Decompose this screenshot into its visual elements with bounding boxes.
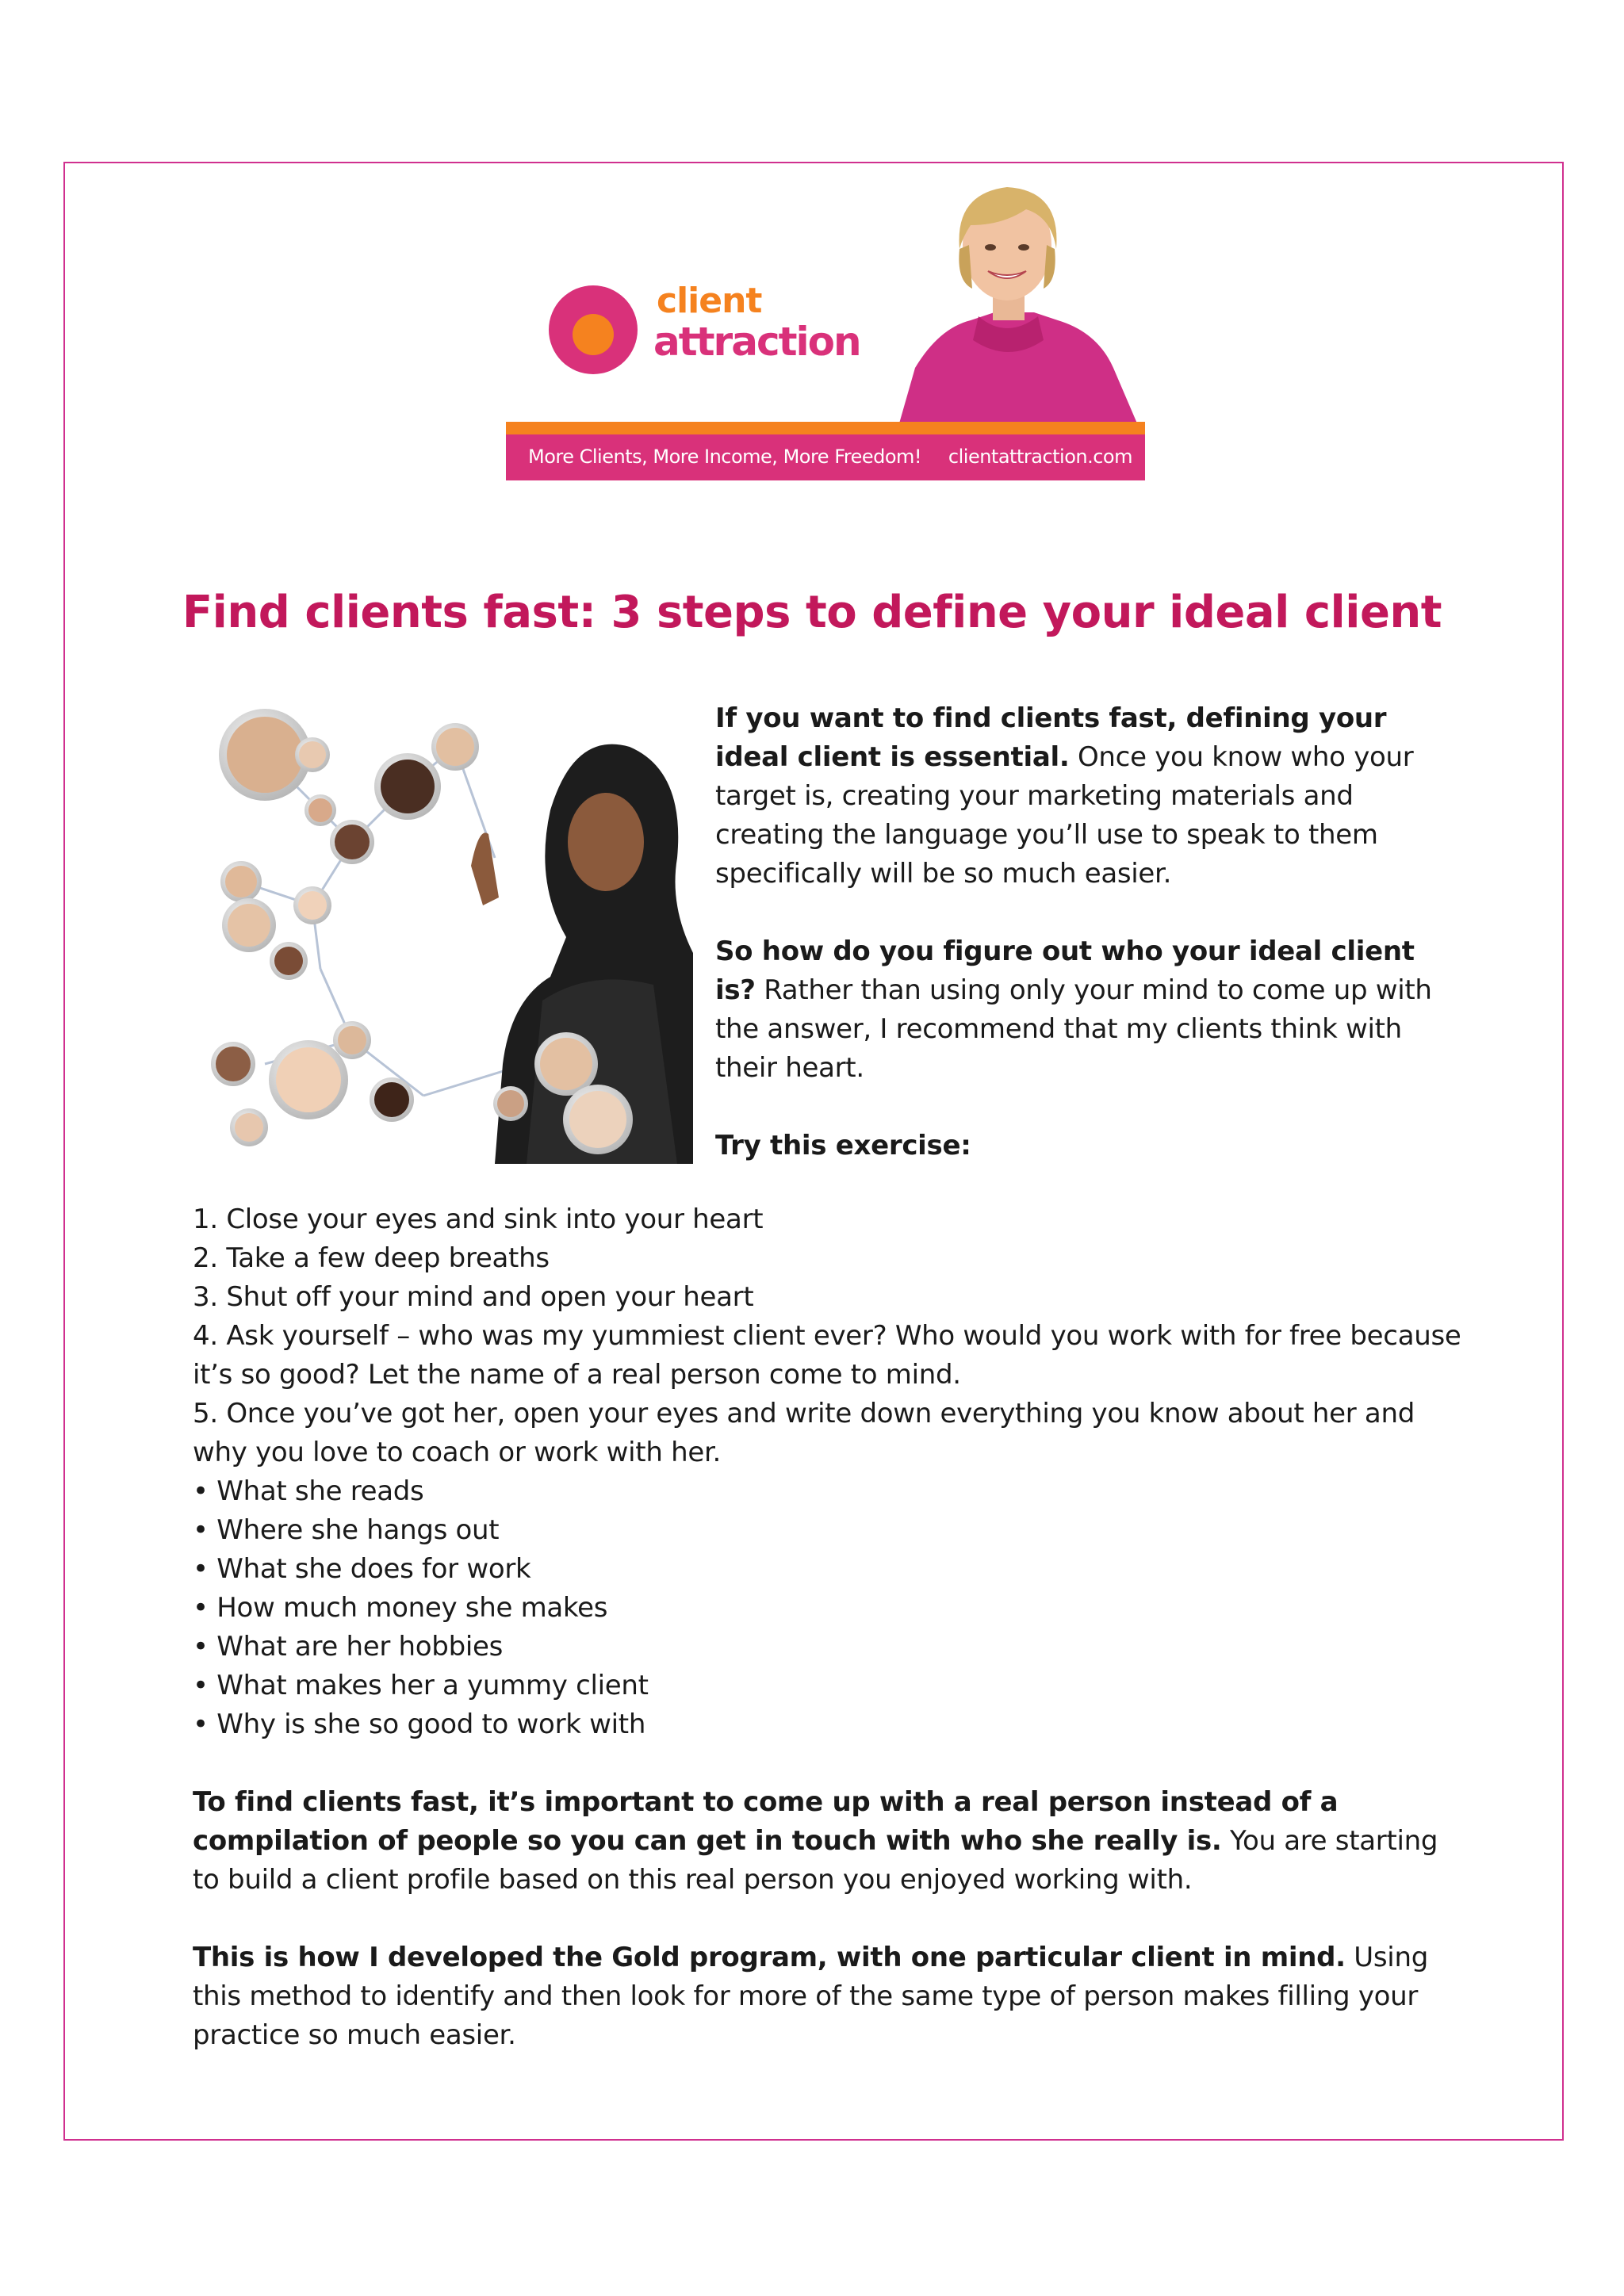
social-network-illustration	[193, 699, 693, 1164]
intro-lead-2: So how do you figure out who your ideal client is?	[715, 936, 1415, 1006]
closing-body-2: Using this method to identify and then look for more of the same type of person makes filling your practice so much easier.	[193, 1942, 1428, 2051]
banner-accent-stripe	[506, 422, 1145, 434]
intro-paragraph-3	[715, 1127, 1461, 1165]
exercise-heading: Try this exercise:	[715, 1130, 971, 1161]
bullet-item: • How much money she makes	[193, 1592, 608, 1624]
intro-body-1: Once you know who your target is, creating your marketing materials and creating the language you’ll use to speak to them specifically will be so much easier.	[715, 741, 1414, 890]
closing-lead-1: To find clients fast, it’s important to come up with a real person instead of a compilation of people so you can get in touch with who she really is.	[193, 1786, 1339, 1857]
logo-word-client: client	[657, 281, 762, 321]
step-item: 2. Take a few deep breaths	[193, 1242, 550, 1274]
steps-list	[193, 1200, 1461, 1472]
closing-paragraph-2	[193, 1938, 1461, 2055]
article-title: Find clients fast: 3 steps to define your ideal client	[182, 587, 1442, 638]
bullet-item: • What are her hobbies	[193, 1631, 504, 1663]
step-item: 3. Shut off your mind and open your heart	[193, 1281, 754, 1313]
logo-word-attraction: attraction	[653, 319, 860, 365]
intro-paragraph-2	[715, 932, 1461, 1088]
step-item: 1. Close your eyes and sink into your heart	[193, 1203, 764, 1235]
header-banner	[506, 170, 1145, 480]
closing-body-1: You are starting to build a client profile based on this real person you enjoyed working with.	[193, 1825, 1438, 1896]
banner-site-url: clientattraction.com	[948, 446, 1132, 468]
main-column	[193, 1200, 1461, 2055]
bullet-item: • Where she hangs out	[193, 1514, 500, 1546]
step-item: 5. Once you’ve got her, open your eyes and write down everything you know about her and why you love to coach or work with her.	[193, 1398, 1415, 1468]
closing-lead-2: This is how I developed the Gold program, with one particular client in mind.	[193, 1942, 1346, 1973]
banner-tagline-bar	[506, 434, 1145, 480]
bullet-list	[193, 1472, 1461, 1744]
logo-mark	[549, 285, 638, 374]
intro-column	[715, 699, 1461, 1165]
bullet-item: • Why is she so good to work with	[193, 1709, 646, 1740]
intro-paragraph-1	[715, 699, 1461, 894]
banner-tagline: More Clients, More Income, More Freedom!	[528, 446, 922, 468]
closing-paragraph-1	[193, 1783, 1461, 1900]
bullet-item: • What she reads	[193, 1475, 424, 1507]
intro-lead-1: If you want to find clients fast, defining your ideal client is essential.	[715, 702, 1387, 773]
bullet-item: • What she does for work	[193, 1553, 531, 1585]
presenter-portrait	[868, 170, 1145, 423]
bullet-item: • What makes her a yummy client	[193, 1670, 649, 1701]
intro-body-2: Rather than using only your mind to come up with the answer, I recommend that my clients think with their heart.	[715, 974, 1432, 1084]
step-item: 4. Ask yourself – who was my yummiest client ever? Who would you work with for free because it’s so good? Let the name of a real person come to mind.	[193, 1320, 1461, 1391]
